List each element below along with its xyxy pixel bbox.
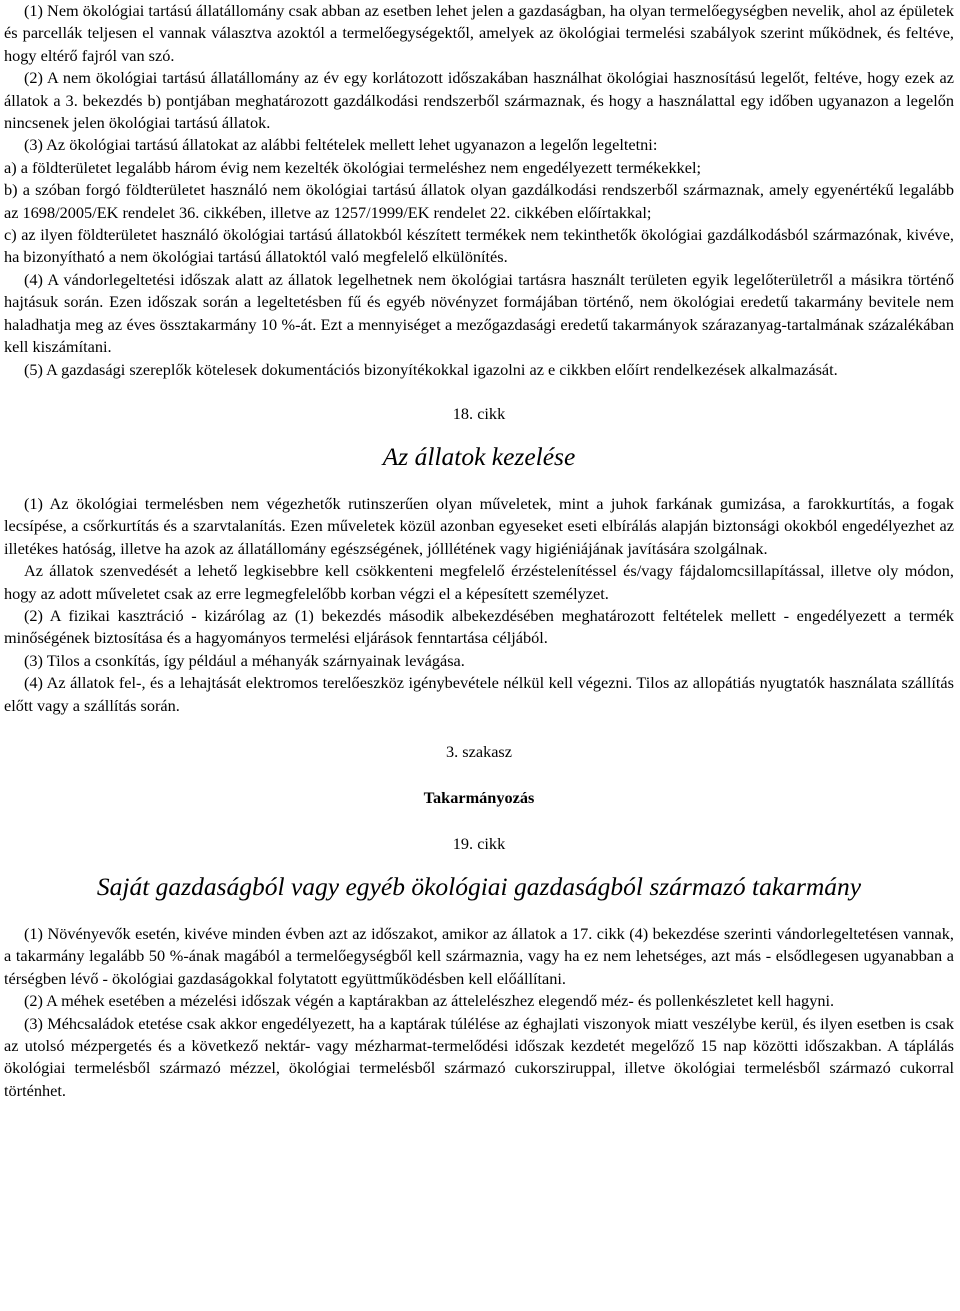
- paragraph-4: (4) A vándorlegeltetési időszak alatt az állatok legelhetnek nem ökológiai tartásra használt területen egyik legelőterületről a másikra történő hajtásuk során. Ezen időszak során a legeltetésben fű és egyéb növényzet formájában történő, nem ökológiai eredetű takarmány bevitele nem haladhatja meg az éves össztakarmány 10 %-át. Ezt a mennyiséget a mezőgazdasági eredetű takarmányok szárazanyag-tartalmának százalékában kell kiszámítani.: [4, 269, 954, 357]
- paragraph-3: (3) Az ökológiai tartású állatokat az alábbi feltételek mellett lehet ugyanazon a legelőn legeltetni:: [24, 135, 658, 155]
- article-18-paragraph-1b: Az állatok szenvedését a lehető legkisebbre kell csökkenteni megfelelő érzéstelenítéssel és/vagy fájdalomcsillapítással, illetve oly módon, hogy az adott műveletet csak az erre legmegfelelőbb korban végzi el a képesített személyzet.: [4, 561, 954, 603]
- paragraph-1: (1) Nem ökológiai tartású állatállomány csak abban az esetben lehet jelen a gazdaságban, ha olyan termelőegységben nevelik, ahol az épületek és parcellák teljesen el vannak választva azoktól a termelőegységektől, amelyek az ökológiai termelési szabályok szerint működnek, és feltéve, hogy eltérő fajról van szó.: [4, 1, 954, 65]
- article-18-paragraph-4: (4) Az állatok fel-, és a lehajtását elektromos terelőeszköz igénybevétele nélkül kell végezni. Tilos az allopátiás nyugtatók használata szállítás előtt vagy a szállítás során.: [4, 673, 954, 715]
- article-18-paragraph-3: (3) Tilos a csonkítás, így például a méhanyák szárnyainak levágása.: [24, 650, 465, 670]
- article-19-paragraph-2: (2) A méhek esetében a mézelési időszak végén a kaptárakban az áttelelészhez elegendő méz- és pollenkészletet kell hagyni.: [24, 991, 835, 1011]
- article-18-paragraph-2: (2) A fizikai kasztráció - kizárólag az (1) bekezdés második albekezdésében meghatározott feltételek mellett - engedélyezett a termék minőségének biztosítása és a hagyományos termelési eljárások fenntartása céljából.: [4, 605, 954, 648]
- article-19-number: 19. cikk: [452, 833, 506, 853]
- article-18-number: 18. cikk: [452, 403, 506, 423]
- paragraph-5-text: (5) A gazdasági szereplők kötelesek dokumentációs bizonyítékokkal igazolni az e cikkben előírt rendelkezések alkalmazását.: [24, 359, 838, 379]
- article-19-body: [4, 923, 954, 1102]
- article-19-paragraph-1: (1) Növényevők esetén, kivéve minden évben azt az időszakot, amikor az állatok a 17. cikk (4) bekezdése szerinti vándorlegeltetésen vannak, a takarmány legalább 50 %-ának magából a termelőegységből kell származnia, vagy ha ez nem lehetséges, azt más - elsődlegesen ugyanabban a térségben lévő - ökológiai gazdaságokkal folytatott együttműködésben kell előállítani.: [4, 923, 954, 988]
- article-18-paragraph-1: (1) Az ökológiai termelésben nem végezhetők rutinszerűen olyan műveletek, mint a juhok farkának gumizása, a farokkurtítás, a fogak lecsípése, a csőrkurtítás és a szarvtalanítás. Ezen műveletek közül azonban egyeseket eseti elbírálás alapján biztonsági okokból engedélyezhet az illetékes hatóság, illetve ha azok az állatállomány egészségének, jólllétének vagy higiéniájának javítására szolgálnak.: [4, 493, 954, 558]
- article-18-body: [4, 493, 954, 717]
- section-3-number: 3. szakasz: [446, 741, 512, 761]
- section-3-title: Takarmányozás: [423, 787, 535, 807]
- article-18-title: Az állatok kezelése: [382, 441, 576, 471]
- article-19-paragraph-3: (3) Méhcsaládok etetése csak akkor engedélyezett, ha a kaptárak túlélése az éghajlati viszonyok miatt veszélybe kerül, és ilyen esetben is csak az utolsó mézpergetés és a következő nektár- vagy mézharmat-termelődési időszak kezdetét megelőző 15 nap közötti időszakban. A táplálás ökológiai termelésből származó mézzel, ökológiai termelésből származó cukorsziruppal, illetve ökológiai termelésből származó cukorral történhet.: [4, 1013, 954, 1100]
- paragraph-3-point-b: b) a szóban forgó földterületet használó nem ökológiai tartású állatok olyan gazdálkodási rendszerből származnak, amely egyenértékű legalább az 1698/2005/EK rendelet 36. cikkében, illetve az 1257/1999/EK rendelet 22. cikkében előírtakkal;: [4, 180, 954, 222]
- article-19-title: Saját gazdaságból vagy egyéb ökológiai gazdaságból származó takarmány: [96, 871, 862, 901]
- paragraph-3-point-c: c) az ilyen földterületet használó ökológiai tartású állatokból készített termékek nem tekinthetők ökológiai gazdálkodásból származónak, kivéve, ha bizonyítható a nem ökológiai tartású állatoktól való megfelelő elkülönítés.: [4, 225, 954, 267]
- paragraph-5: [4, 359, 954, 381]
- paragraph-3-point-a: a) a földterületet legalább három évig nem kezelték ökológiai termeléshez nem engedélyezett termékekkel;: [4, 157, 702, 177]
- paragraph-2: (2) A nem ökológiai tartású állatállomány az év egy korlátozott időszakában használhat ökológiai hasznosítású legelőt, feltéve, hogy ezek az állatok a 3. bekezdés b) pontjában meghatározott gazdálkodási rendszerből származnak, és hogy a használattal egy időben ugyanazon a legelőn nincsenek jelen ökológiai tartású állatok.: [4, 68, 954, 133]
- article-17-continuation: [4, 0, 954, 381]
